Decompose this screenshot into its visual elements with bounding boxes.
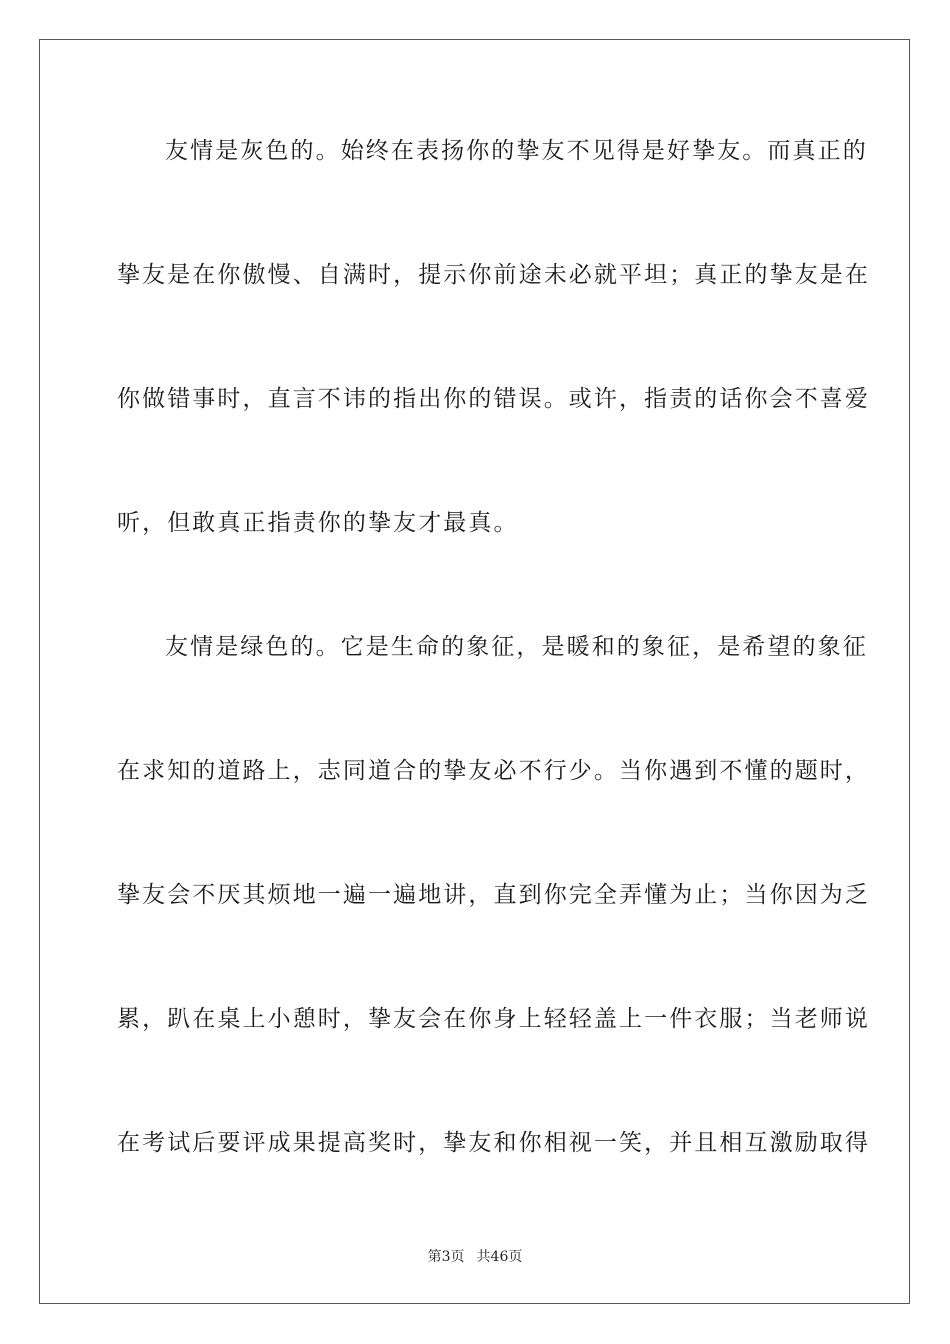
paragraph-1-line-4: 听，但敢真正指责你的挚友才最真。	[117, 510, 519, 536]
paragraph-1-line-2: 挚友是在你傲慢、自满时，提示你前途未必就平坦；真正的挚友是在	[117, 262, 870, 288]
page-number: 第3页	[427, 1249, 465, 1265]
paragraph-2-line-2: 在求知的道路上，志同道合的挚友必不行少。当你遇到不懂的题时，	[117, 758, 870, 784]
page-border	[39, 39, 910, 1304]
paragraph-1-line-3: 你做错事时，直言不讳的指出你的错误。或许，指责的话你会不喜爱	[117, 386, 870, 412]
paragraph-2-line-3: 挚友会不厌其烦地一遍一遍地讲，直到你完全弄懂为止；当你因为乏	[117, 882, 870, 908]
page-footer	[0, 1247, 950, 1267]
page-total: 共46页	[476, 1249, 523, 1265]
paragraph-2-line-5: 在考试后要评成果提高奖时，挚友和你相视一笑，并且相互激励取得	[117, 1130, 870, 1156]
paragraph-2-line-1: 友情是绿色的。它是生命的象征，是暖和的象征，是希望的象征	[165, 634, 868, 660]
paragraph-1-line-1: 友情是灰色的。始终在表扬你的挚友不见得是好挚友。而真正的	[165, 138, 868, 164]
paragraph-2-line-4: 累，趴在桌上小憩时，挚友会在你身上轻轻盖上一件衣服；当老师说	[117, 1006, 870, 1032]
